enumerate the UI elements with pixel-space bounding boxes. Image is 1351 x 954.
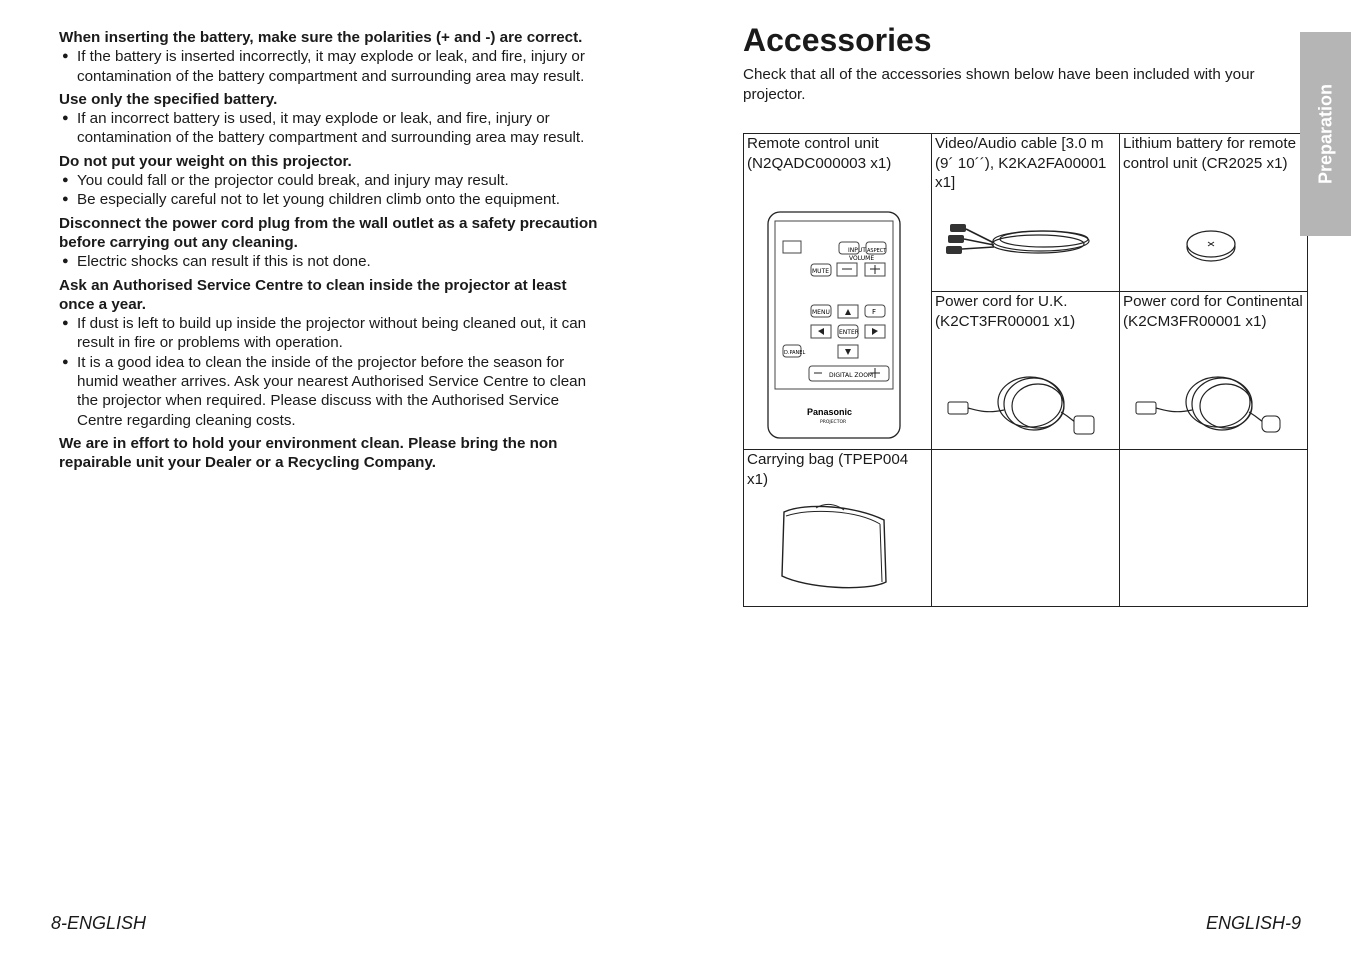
remote-dpanel-label: D.PANEL [784,350,806,356]
remote-input-label: INPUT [848,247,866,254]
bullet: ● Electric shocks can result if this is not done. [59,252,604,271]
section-heading: Ask an Authorised Service Centre to clean inside the projector at least once a year. [59,276,567,313]
page-number-right: ENGLISH-9 [1205,913,1301,933]
cell-cord-uk [932,292,1120,450]
bullet: ● If dust is left to build up inside the projector without being cleaned out, it can result in fire or problems with operation. [59,314,604,353]
battery-icon [1184,229,1238,263]
side-tab-preparation [1300,32,1351,236]
remote-menu-label: MENU [812,309,830,316]
remote-brand-label: Panasonic [807,407,853,417]
bullet: ● If the battery is inserted incorrectly, it may explode or leak, and fire, injury or contamination of the battery compartment and surrounding area may result. [59,47,604,86]
cell-bag [744,450,932,607]
av-cable-icon [946,219,1096,269]
accessories-table [743,133,1308,607]
av-cable-label: Video/Audio cable [3.0 m (9´ 10´´), K2KA2FA00001 x1] [935,135,1107,191]
cell-av-cable [932,134,1120,292]
intro-text: Check that all of the accessories shown below have been included with your projector. [743,66,1255,103]
remote-f-label: F [872,308,877,316]
section-heading: We are in effort to hold your environment clean. Please bring the non repairable unit your Dealer or a Recycling Company. [59,434,558,472]
page-title: Accessories [743,22,932,58]
cord-uk-label: Power cord for U.K. (K2CT3FR00001 x1) [935,293,1076,330]
remote-label: Remote control unit (N2QADC000003 x1) [747,135,892,172]
section-heading: Do not put your weight on this projector. [59,152,352,170]
cell-cord-continental [1120,292,1308,450]
section-specified-battery [59,90,604,148]
section-service [59,276,604,430]
remote-aspect-label: ASPECT [867,248,887,254]
remote-zoom-label: DIGITAL ZOOM [829,372,874,379]
bullet: ● Be especially careful not to let young children climb onto the equipment. [59,190,604,209]
cell-remote [744,134,932,450]
remote-control-icon [767,211,903,441]
bullet: ● You could fall or the projector could break, and injury may result. [59,171,604,190]
section-battery-polarity [59,28,604,86]
page-number-left: 8-ENGLISH [51,913,147,933]
cell-battery [1120,134,1308,292]
bullet: ● If an incorrect battery is used, it may explode or leak, and fire, injury or contamination of the battery compartment and surrounding area may result. [59,109,604,148]
section-weight [59,152,604,210]
remote-model-label: PROJECTOR [820,420,847,425]
bullet: ● It is a good idea to clean the inside of the projector before the season for humid weather arrives. Ask your nearest Authorised Service Centre to clean the projector when required. Please discuss with the Authorised Service Centre regarding cleaning costs. [59,353,604,430]
section-heading: Disconnect the power cord plug from the wall outlet as a safety precaution before carrying out any cleaning. [59,214,598,251]
remote-enter-label: ENTER [839,329,859,336]
section-heading: Use only the specified battery. [59,90,278,108]
section-heading: When inserting the battery, make sure the polarities (+ and -) are correct. [59,29,583,46]
power-cord-uk-icon [946,374,1098,440]
section-disconnect [59,214,604,272]
remote-volume-label: VOLUME [849,255,875,262]
cell-empty-2 [1120,450,1308,607]
power-cord-continental-icon [1134,374,1286,440]
remote-mute-label: MUTE [812,268,830,275]
carrying-bag-icon [776,496,890,596]
bag-label: Carrying bag (TPEP004 x1) [747,451,909,488]
cord-continental-label: Power cord for Continental (K2CM3FR00001 x1) [1123,293,1303,330]
left-column [59,28,604,477]
side-tab-label: Preparation [1315,83,1335,185]
battery-label: Lithium battery for remote control unit (CR2025 x1) [1123,135,1297,172]
cell-empty-1 [932,450,1120,607]
section-environment [59,434,604,473]
